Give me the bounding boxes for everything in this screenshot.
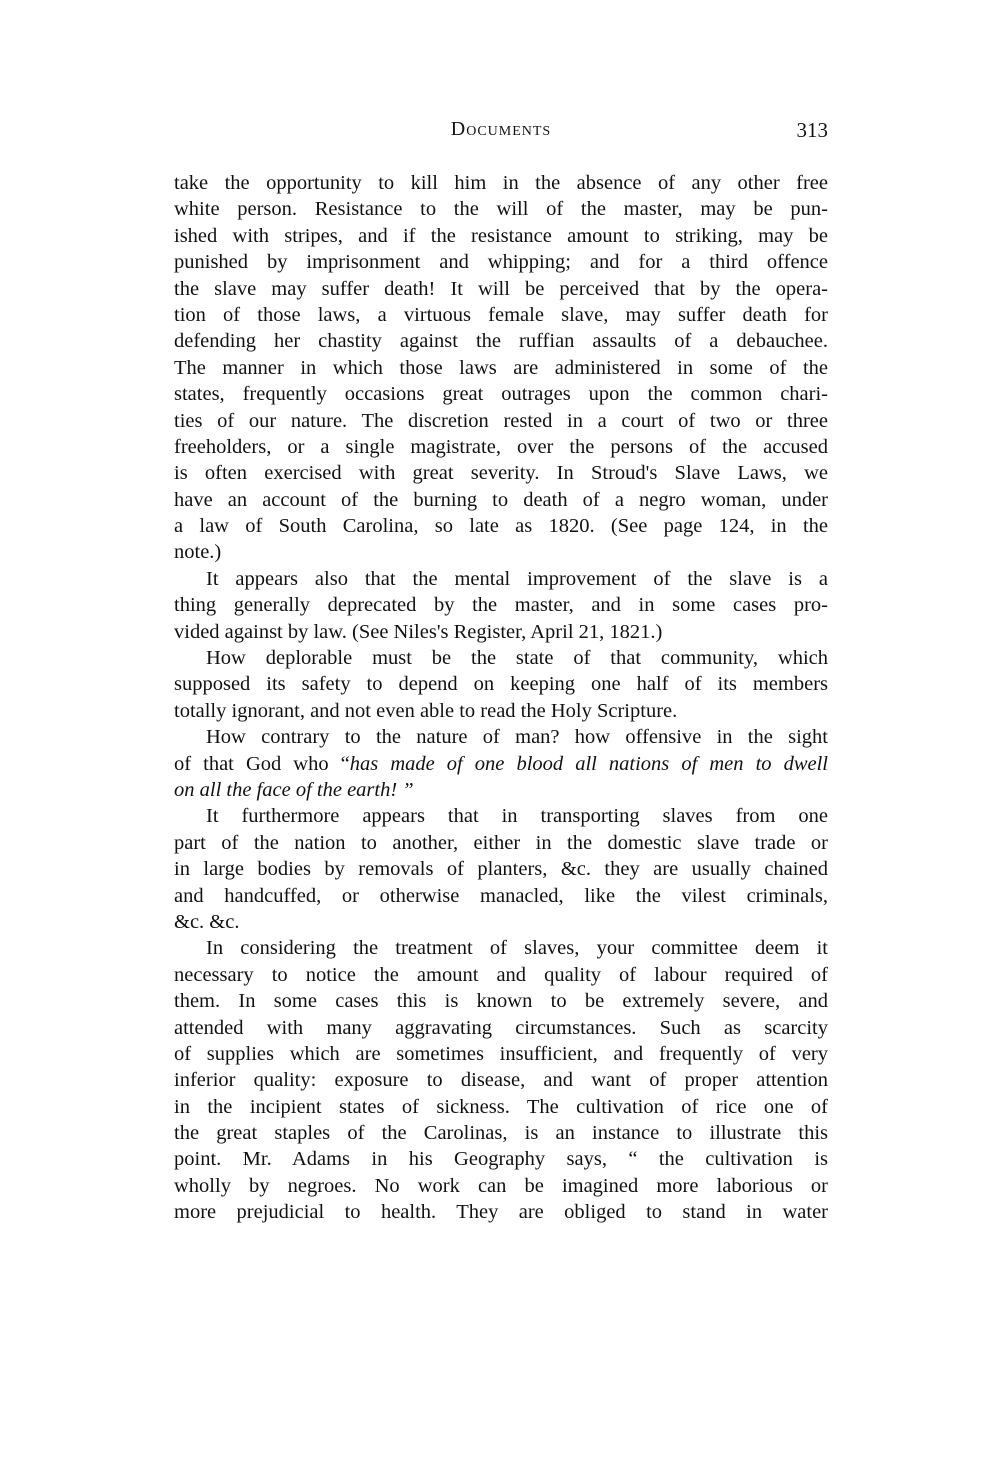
text-line: take the opportunity to kill him in the absence of any other free — [174, 172, 828, 194]
text-line: freeholders, or a single magistrate, over the persons of the accused — [174, 435, 828, 458]
text-line: in the incipient states of sickness. The cultivation of rice one of — [174, 1095, 828, 1118]
text-line: supposed its safety to depend on keeping one half of its members — [174, 673, 828, 696]
text-line: &c. &c. — [174, 910, 240, 933]
text-line: wholly by negroes. No work can be imagined more laborious or — [174, 1174, 828, 1197]
text-line: ties of our nature. The discretion rested in a court of two or three — [174, 409, 828, 432]
page-number: 313 — [796, 118, 828, 142]
text-line: and handcuffed, or otherwise manacled, like the vilest criminals, — [174, 884, 828, 907]
scripture-quote: has made of one blood all nations of men to dwell — [349, 752, 828, 775]
text-line: a law of South Carolina, so late as 1820. (See page 124, in the — [174, 515, 828, 538]
text-line — [174, 751, 828, 777]
text-line: point. Mr. Adams in his Geography says, “ the cultivation is — [174, 1148, 828, 1171]
text-line: them. In some cases this is known to be extremely severe, and — [174, 990, 828, 1013]
text-line: more prejudicial to health. They are obliged to stand in water — [174, 1201, 828, 1224]
text-line: defending her chastity against the ruffian assaults of a debauchee. — [174, 330, 828, 353]
running-head — [174, 118, 828, 148]
text-line: necessary to notice the amount and quality of labour required of — [174, 963, 828, 986]
text-line: states, frequently occasions great outrages upon the common chari- — [174, 383, 828, 406]
text-line: It appears also that the mental improvement of the slave is a — [206, 567, 828, 590]
text-line: How contrary to the nature of man? how offensive in the sight — [206, 726, 828, 749]
text-line: tion of those laws, a virtuous female slave, may suffer death for — [174, 303, 828, 326]
text-line: part of the nation to another, either in the domestic slave trade or — [174, 831, 828, 854]
text-line: ished with stripes, and if the resistance amount to striking, may be — [174, 224, 828, 247]
text-line: white person. Resistance to the will of the master, may be pun- — [174, 198, 828, 221]
text-line: It furthermore appears that in transporting slaves from one — [206, 805, 828, 828]
text-line: In considering the treatment of slaves, your committee deem it — [206, 937, 828, 960]
text-line: vided against by law. (See Niles's Register, April 21, 1821.) — [174, 620, 663, 643]
text-line: thing generally deprecated by the master, and in some cases pro- — [174, 594, 828, 617]
text-line: How deplorable must be the state of that community, which — [206, 647, 828, 670]
text-line: punished by imprisonment and whipping; and for a third offence — [174, 251, 828, 274]
body-text — [174, 170, 828, 1226]
text-line: The manner in which those laws are administered in some of the — [174, 356, 828, 379]
text-line: attended with many aggravating circumstances. Such as scarcity — [174, 1016, 828, 1039]
text-line: of supplies which are sometimes insufficient, and frequently of very — [174, 1042, 828, 1065]
text-line: is often exercised with great severity. In Stroud's Slave Laws, we — [174, 462, 828, 485]
text-line: the great staples of the Carolinas, is an instance to illustrate this — [174, 1122, 828, 1145]
text-fragment: of that God who “ — [174, 752, 350, 775]
text-line: in large bodies by removals of planters, &c. they are usually chained — [174, 858, 828, 881]
scripture-quote-end: on all the face of the earth! ” — [174, 778, 414, 801]
text-line: note.) — [174, 541, 222, 564]
text-line: the slave may suffer death! It will be perceived that by the opera- — [174, 277, 828, 300]
text-line: totally ignorant, and not even able to read the Holy Scripture. — [174, 699, 678, 722]
text-line: have an account of the burning to death of a negro woman, under — [174, 488, 828, 511]
running-head-title: Documents — [450, 118, 552, 140]
text-line: inferior quality: exposure to disease, and want of proper attention — [174, 1069, 828, 1092]
